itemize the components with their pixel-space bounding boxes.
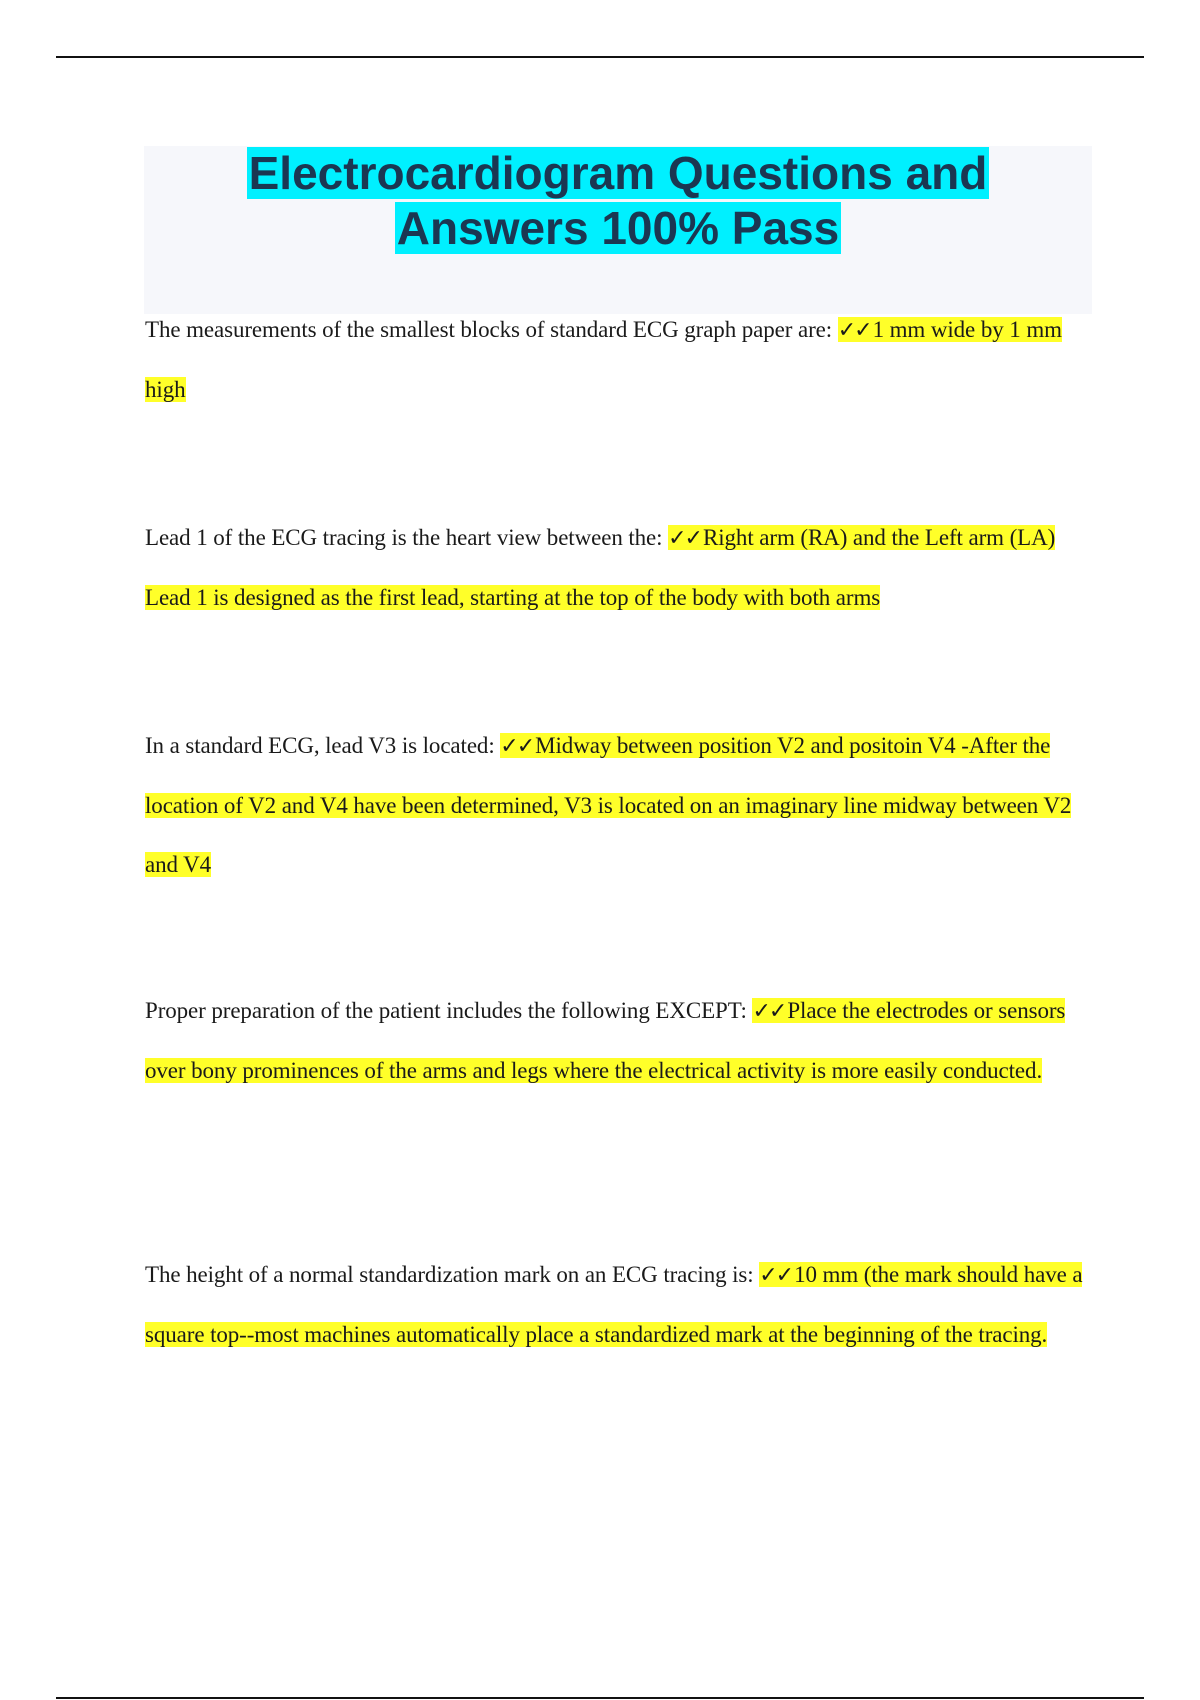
qa-item <box>145 981 1083 1100</box>
double-check-icon: ✓✓ <box>752 999 786 1024</box>
double-check-icon: ✓✓ <box>759 1263 793 1288</box>
answer-text: Place the electrodes or sensors over bony prominences of the arms and legs where the electrical activity is more easily conducted. <box>145 998 1066 1083</box>
qa-item <box>145 300 1083 419</box>
qa-item <box>145 716 1083 894</box>
question-text: In a standard ECG, lead V3 is located: <box>145 733 495 758</box>
question-text: The height of a normal standardization mark on an ECG tracing is: <box>145 1262 754 1287</box>
question-text: The measurements of the smallest blocks of standard ECG graph paper are: <box>145 317 833 342</box>
qa-item <box>145 508 1083 627</box>
double-check-icon: ✓✓ <box>668 526 701 551</box>
question-text: Lead 1 of the ECG tracing is the heart view between the: <box>145 525 663 550</box>
page-title <box>144 146 1092 256</box>
bottom-rule <box>56 1697 1144 1699</box>
answer-text: Midway between position V2 and positoin V4 -After the location of V2 and V4 have been determined, V3 is located on an imaginary line midway between V2 and V4 <box>145 733 1072 877</box>
answer-text: Right arm (RA) and the Left arm (LA) Lead 1 is designed as the first lead, starting at the top of the body with both arms <box>145 525 1056 610</box>
title-line-2: Answers 100% Pass <box>396 202 840 254</box>
question-text: Proper preparation of the patient includes the following EXCEPT: <box>145 998 747 1023</box>
double-check-icon: ✓✓ <box>500 734 534 759</box>
top-rule <box>56 56 1144 58</box>
qa-item <box>145 1245 1083 1364</box>
answer-text: 1 mm wide by 1 mm high <box>145 317 1062 402</box>
answer-text: 10 mm (the mark should have a square top--most machines automatically place a standardized mark at the beginning of the tracing. <box>145 1262 1083 1347</box>
title-banner <box>144 146 1092 314</box>
double-check-icon: ✓✓ <box>837 318 871 343</box>
title-line-1: Electrocardiogram Questions and <box>248 147 988 199</box>
